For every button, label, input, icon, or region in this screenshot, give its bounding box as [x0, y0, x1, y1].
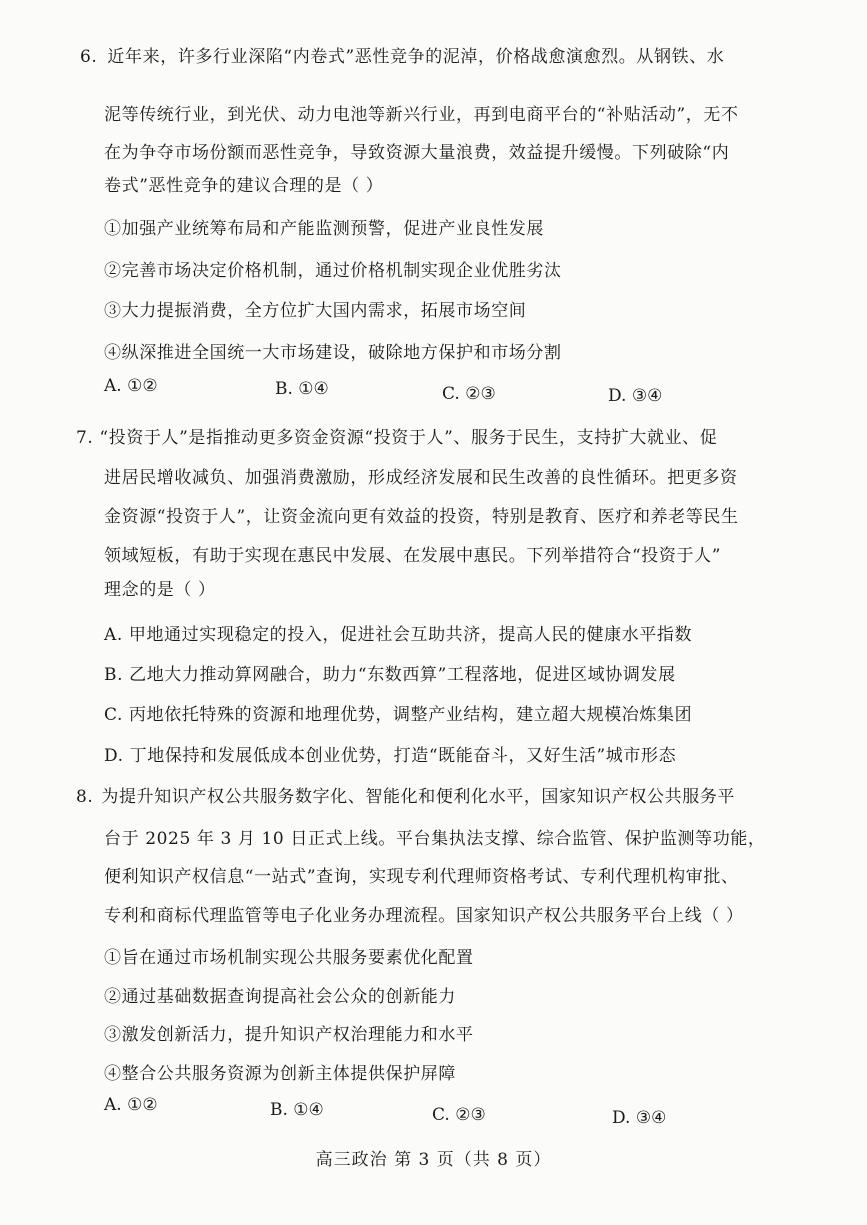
question-number: 6.	[80, 47, 98, 67]
question-6-line-2: 泥等传统行业，到光伏、动力电池等新兴行业，再到电商平台的“补贴活动”，无不	[104, 105, 739, 125]
question-7-line-3: 金资源“投资于人”，让资金流向更有效益的投资，特别是教育、医疗和养老等民生	[104, 507, 739, 527]
question-6-line-1: 6. 近年来，许多行业深陷“内卷式”恶性竞争的泥淖，价格战愈演愈烈。从钢铁、水	[80, 47, 725, 67]
choice-c: C. 丙地依托特殊的资源和地理优势，调整产业结构，建立超大规模冶炼集团	[104, 705, 693, 725]
statement: ③激发创新活力，提升知识产权治理能力和水平	[104, 1025, 474, 1045]
option-c: C. ②③	[442, 384, 496, 404]
question-8-line-4: 专利和商标代理监管等电子化业务办理流程。国家知识产权公共服务平台上线（ ）	[104, 906, 744, 926]
statement: ②通过基础数据查询提高社会公众的创新能力	[104, 987, 456, 1007]
option-c: C. ②③	[432, 1105, 486, 1125]
choice-a: A. 甲地通过实现稳定的投入，促进社会互助共济，提高人民的健康水平指数	[104, 625, 693, 645]
question-number: 7.	[76, 428, 94, 448]
question-7-line-4: 领域短板，有助于实现在惠民中发展、在发展中惠民。下列举措符合“投资于人”	[104, 546, 721, 566]
option-b: B. ①④	[275, 379, 329, 399]
statement: ④纵深推进全国统一大市场建设，破除地方保护和市场分割	[104, 343, 562, 363]
question-7-line-2: 进居民增收减负、加强消费激励，形成经济发展和民生改善的良性循环。把更多资	[104, 468, 738, 488]
question-8-line-2: 台于 2025 年 3 月 10 日正式上线。平台集执法支撑、综合监管、保护监测等功能，	[104, 829, 766, 849]
choice-d: D. 丁地保持和发展低成本创业优势，打造“既能奋斗，又好生活”城市形态	[104, 746, 677, 766]
option-a: A. ①②	[104, 1095, 158, 1115]
statement: ③大力提振消费，全方位扩大国内需求，拓展市场空间	[104, 301, 527, 321]
question-8-line-1: 8. 为提升知识产权公共服务数字化、智能化和便利化水平，国家知识产权公共服务平	[76, 787, 736, 807]
question-7-line-1: 7. “投资于人”是指推动更多资金资源“投资于人”、服务于民生，支持扩大就业、促	[76, 428, 718, 448]
statement: ②完善市场决定价格机制，通过价格机制实现企业优胜劣汰	[104, 261, 562, 281]
option-a: A. ①②	[104, 376, 158, 396]
question-number: 8.	[76, 787, 94, 807]
statement: ①加强产业统筹布局和产能监测预警，促进产业良性发展	[104, 219, 544, 239]
question-6-line-4: 卷式”恶性竞争的建议合理的是（ ）	[104, 176, 384, 196]
question-6-line-3: 在为争夺市场份额而恶性竞争，导致资源大量浪费，效益提升缓慢。下列破除“内	[104, 143, 730, 163]
choice-b: B. 乙地大力推动算网融合，助力“东数西算”工程落地，促进区域协调发展	[104, 665, 676, 685]
option-b: B. ①④	[270, 1100, 324, 1120]
question-7-line-5: 理念的是（ ）	[104, 580, 216, 600]
statement: ④整合公共服务资源为创新主体提供保护屏障	[104, 1064, 456, 1084]
page-footer: 高三政治 第 3 页（共 8 页）	[315, 1150, 552, 1170]
question-8-line-3: 便利知识产权信息“一站式”查询，实现专利代理师资格考试、专利代理机构审批、	[104, 867, 739, 887]
statement: ①旨在通过市场机制实现公共服务要素优化配置	[104, 948, 474, 968]
option-d: D. ③④	[612, 1108, 667, 1128]
option-d: D. ③④	[608, 386, 663, 406]
